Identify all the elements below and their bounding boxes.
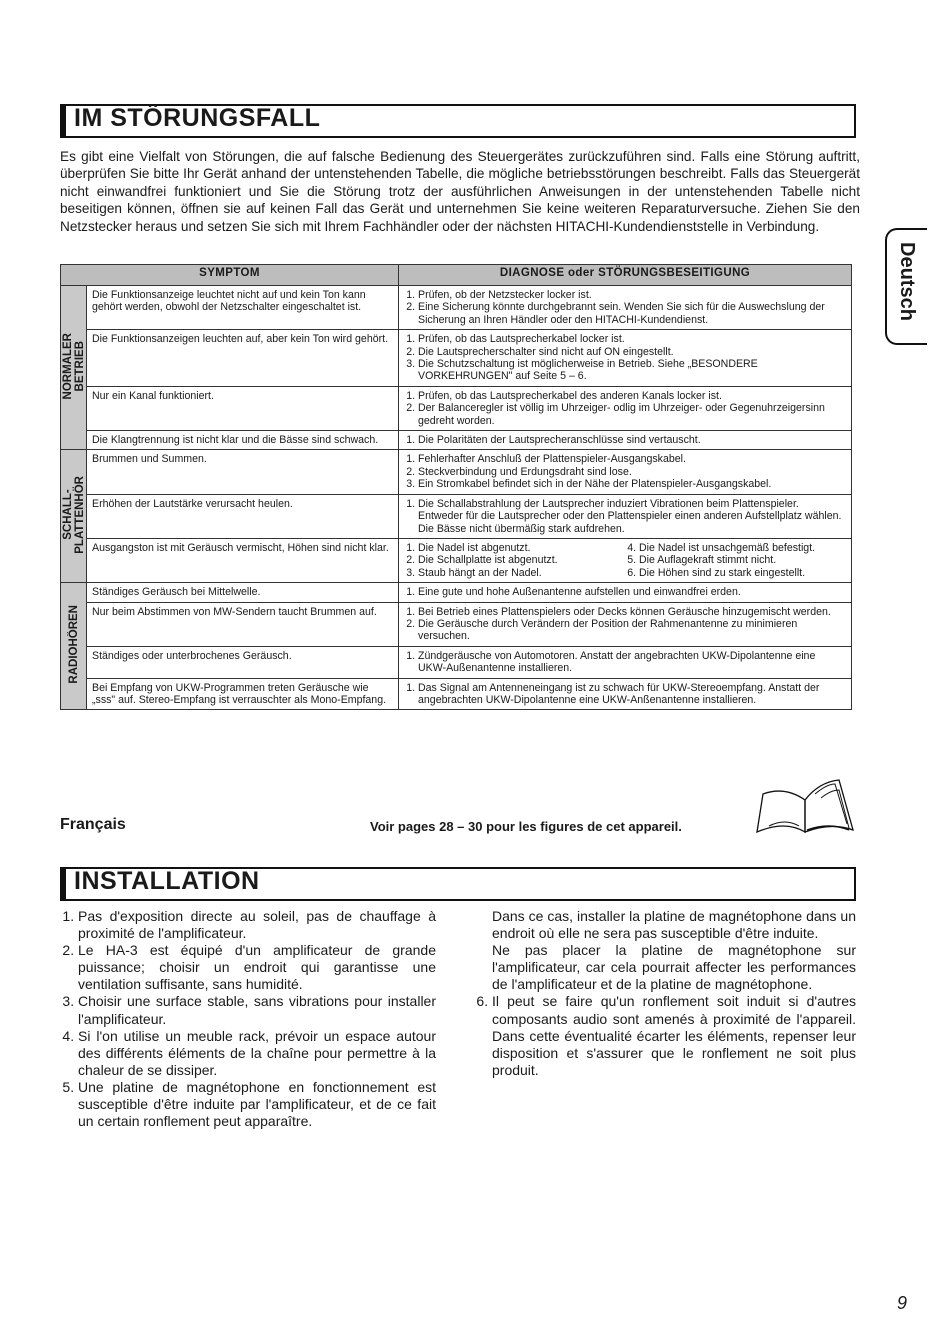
list-item: 3. Die Schutzschaltung ist möglicherweise in Betrieb. Siehe „BESONDERE VORKEHRUNGEN" auf Seite 5 – 6. (418, 358, 846, 383)
table-row (61, 583, 852, 602)
installation-right-column (474, 908, 856, 1079)
diagnose-cell (399, 678, 852, 710)
group-label: NORMALER BETRIEB (61, 332, 86, 400)
group-label: SCHALL- PLATTENHÖR (61, 475, 86, 554)
figures-note: Voir pages 28 – 30 pour les figures de cet appareil. (370, 819, 682, 834)
paragraph: Ne pas placer la platine de magnétophone sur l'amplificateur, car cela pourrait affecter les performances de l'amplificateur et de la platine de magnétophone. (492, 942, 856, 993)
symptom-cell: Die Klangtrennung ist nicht klar und die Bässe sind schwach. (87, 431, 399, 450)
table-row (61, 330, 852, 387)
table-row (61, 286, 852, 330)
list-item: 3. Ein Stromkabel befindet sich in der Nähe der Platenspieler-Ausgangskabel. (418, 478, 846, 490)
list-item: 2. Die Schallplatte ist abgenutzt. (418, 554, 625, 566)
table-row (61, 678, 852, 710)
list-item: 1. Zündgeräusche von Automotoren. Anstatt der angebrachten UKW-Dipolantenne eine UKW-Außenantenne installieren. (418, 650, 846, 675)
list-item: 4. Si l'on utilise un meuble rack, prévoir un espace autour des différents éléments de la chaîne pour permettre à la chaleur de se dissiper. (78, 1028, 436, 1079)
diagnose-cell (399, 431, 852, 450)
list-item: 1. Pas d'exposition directe au soleil, pas de chauffage à proximité de l'amplificateur. (78, 908, 436, 942)
language-tab-label: Deutsch (896, 242, 918, 321)
section-heading-installation (60, 867, 856, 901)
diagnose-cell (399, 583, 852, 602)
list-item: 1. Eine gute und hohe Außenantenne aufstellen und einwandfrei erden. (418, 586, 846, 598)
list-item: 1. Die Polaritäten der Lautsprecheranschlüsse sind vertauscht. (418, 434, 846, 446)
list-item: 5. Une platine de magnétophone en fonctionnement est susceptible d'être induite par l'amplificateur, et de ce fait un certain ronflement peut apparaître. (78, 1079, 436, 1130)
list-item: 5. Die Auflagekraft stimmt nicht. (639, 554, 846, 566)
table-row (61, 431, 852, 450)
header-symptom: SYMPTOM (61, 265, 399, 286)
list-item: 1. Bei Betrieb eines Plattenspielers oder Decks können Geräusche hinzugemischt werden. (418, 606, 846, 618)
list-item: 1. Fehlerhafter Anschluß der Plattenspieler-Ausgangskabel. (418, 453, 846, 465)
list-item: 1. Prüfen, ob das Lautsprecherkabel locker ist. (418, 333, 846, 345)
open-book-icon (755, 776, 857, 834)
diagnose-cell (399, 494, 852, 538)
installation-left-column (60, 908, 436, 1130)
list-item: 2. Der Balanceregler ist völlig im Uhrzeiger- odlig im Uhrzeiger- oder Gegenuhrzeigersinn gedreht worden. (418, 402, 846, 427)
list-item: 4. Die Nadel ist unsachgemäß befestigt. (639, 542, 846, 554)
list-item: 1. Das Signal am Antenneneingang ist zu schwach für UKW-Stereoempfang. Anstatt der angebrachten UKW-Dipolantenne eine UKW-Anßenantenne installieren. (418, 682, 846, 707)
list-item: 3. Choisir une surface stable, sans vibrations pour installer l'amplificateur. (78, 993, 436, 1027)
list-item: 2. Steckverbindung und Erdungsdraht sind lose. (418, 466, 846, 478)
table-header-row (61, 265, 852, 286)
group-label-cell (61, 286, 87, 450)
diagnose-cell (399, 330, 852, 387)
table-row (61, 494, 852, 538)
list-item: 1. Prüfen, ob das Lautsprecherkabel des anderen Kanals locker ist. (418, 390, 846, 402)
symptom-cell: Nur ein Kanal funktioniert. (87, 386, 399, 430)
list-item: 6. Die Höhen sind zu stark eingestellt. (639, 567, 846, 579)
table-row (61, 386, 852, 430)
table-row (61, 602, 852, 646)
language-tab (885, 228, 927, 345)
intro-paragraph: Es gibt eine Vielfalt von Störungen, die auf falsche Bedienung des Steuergerätes zurückzuführen sind. Falls eine Störung auftritt, überprüfen Sie bitte Ihr Gerät anhand der untenstehenden Tabelle, die mögliche betriebsstörungen beschreibt. Falls das Steuergerät nicht einwandfrei funktioniert und Sie die Störung trotz der ausführlichen Anweisungen in der untenstehenden Tabelle nicht beseitigen können, öffnen sie auf keinen Fall das Gerät und unternehmen Sie keine weiteren Reparaturversuche. Ziehen Sie den Netzstecker heraus und setzen Sie sich mit Ihrem Fachhändler oder der nächsten HITACHI-Kundendienststelle in Verbindung. (60, 149, 860, 234)
section-heading-stoerungsfall (60, 104, 856, 138)
diagnose-cell (399, 450, 852, 494)
group-label-cell (61, 583, 87, 710)
section-title: IM STÖRUNGSFALL (74, 104, 321, 132)
symptom-cell: Erhöhen der Lautstärke verursacht heulen. (87, 494, 399, 538)
list-item: 1. Die Schallabstrahlung der Lautsprecher induziert Vibrationen beim Plattenspieler. Entweder für die Lautsprecher oder den Plattenspieler einen anderen Aufstellplatz wählen. Die Bässe nicht übermäßig stark aufdrehen. (418, 498, 846, 535)
symptom-cell: Ständiges oder unterbrochenes Geräusch. (87, 646, 399, 678)
symptom-cell: Ständiges Geräusch bei Mittelwelle. (87, 583, 399, 602)
page-number: 9 (897, 1293, 908, 1313)
header-diagnose: DIAGNOSE oder STÖRUNGSBESEITIGUNG (399, 265, 852, 286)
list-item: 2. Die Lautsprecherschalter sind nicht auf ON eingestellt. (418, 346, 846, 358)
symptom-cell: Nur beim Abstimmen von MW-Sendern taucht Brummen auf. (87, 602, 399, 646)
diagnose-cell (399, 386, 852, 430)
symptom-cell: Brummen und Summen. (87, 450, 399, 494)
symptom-cell: Ausgangston ist mit Geräusch vermischt, Höhen sind nicht klar. (87, 538, 399, 582)
table-row (61, 538, 852, 582)
list-item: 2. Eine Sicherung könnte durchgebrannt sein. Wenden Sie sich für die Auswechslung der Sicherung an Ihren Händler oder den HITACHI-Kundendienst. (418, 301, 846, 326)
paragraph: Dans ce cas, installer la platine de magnétophone dans un endroit où elle ne sera pas susceptible d'être induite. (492, 908, 856, 942)
group-label: RADIOHÖREN (67, 605, 80, 684)
diagnose-cell (399, 286, 852, 330)
section-title: INSTALLATION (74, 867, 260, 895)
group-label-cell (61, 450, 87, 583)
list-item: 6. Il peut se faire qu'un ronflement soit induit si d'autres composants audio sont amenés à proximité de l'appareil. Dans cette éventualité écarter les éléments, repenser leur disposition et s'assurer que le ronflement ne soit plus produit. (492, 993, 856, 1078)
diagnose-cell (399, 646, 852, 678)
list-item: 1. Die Nadel ist abgenutzt. (418, 542, 625, 554)
symptom-cell: Die Funktionsanzeige leuchtet nicht auf und kein Ton kann gehört werden, obwohl der Netzschalter eingeschaltet ist. (87, 286, 399, 330)
list-item: 3. Staub hängt an der Nadel. (418, 567, 625, 579)
symptom-cell: Bei Empfang von UKW-Programmen treten Geräusche wie „sss" auf. Stereo-Empfang ist verrauschter als Mono-Empfang. (87, 678, 399, 710)
diagnose-cell (399, 538, 852, 582)
troubleshooting-table (60, 264, 852, 710)
symptom-cell: Die Funktionsanzeigen leuchten auf, aber kein Ton wird gehört. (87, 330, 399, 387)
table-row (61, 646, 852, 678)
list-item: 2. Die Geräusche durch Verändern der Position der Rahmenantenne zu minimieren versuchen. (418, 618, 846, 643)
french-section-label: Français (60, 816, 126, 833)
list-item: 2. Le HA-3 est équipé d'un amplificateur de grande puissance; choisir un endroit qui garantisse une ventilation suffisante, sans humidité. (78, 942, 436, 993)
diagnose-cell (399, 602, 852, 646)
list-item: 1. Prüfen, ob der Netzstecker locker ist. (418, 289, 846, 301)
table-row (61, 450, 852, 494)
